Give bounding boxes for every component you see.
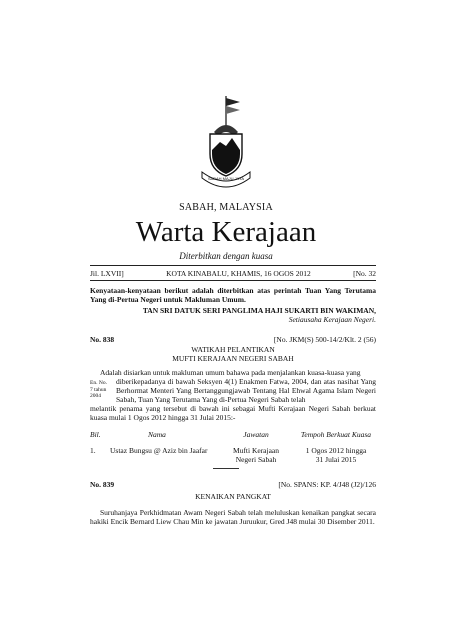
cell-tempoh-line2: 31 Julai 2015 [315, 455, 357, 464]
section-divider [213, 468, 239, 469]
notice-838-header [90, 335, 376, 344]
crest-motto: SABAH MAJU JAYA [207, 176, 245, 181]
notice-reference: [No. JKM(S) 500-14/2/Klt. 2 (56) [273, 335, 376, 344]
cell-bil: 1. [90, 446, 96, 455]
cell-jawatan-line1: Mufti Kerajaan [232, 446, 280, 455]
issue-line [90, 269, 376, 278]
notice-number: No. 839 [90, 480, 115, 489]
publication-notice: Kenyataan-kenyataan berikut adalah diterbitkan atas perintah Tuan Yang Terutama Yang di-Pertua Negeri untuk Makluman Umum. [90, 286, 376, 304]
col-header-jawatan: Jawatan [243, 430, 269, 439]
notice-paragraph: Suruhanjaya Perkhidmatan Awam Negeri Sabah telah meluluskan kenaikan pangkat secara hakiki Encik Bernard Liew Chau Min ke jawatan Juruukur, Gred J48 mulai 30 Disember 2011. [90, 508, 376, 526]
place-date: KOTA KINABALU, KHAMIS, 16 OGOS 2012 [166, 269, 311, 278]
bottom-rule [90, 280, 376, 281]
paragraph-first-line: Adalah disiarkan untuk makluman umum bahawa pada menjalankan kuasa-kuasa yang [100, 368, 361, 377]
cell-tempoh-line1: 1 Ogos 2012 hingga [305, 446, 367, 455]
notice-heading-2: MUFTI KERAJAAN NEGERI SABAH [172, 354, 294, 363]
signatory-title: Setiausaha Kerajaan Negeri. [288, 315, 376, 324]
volume-label: Jil. LXVII] [90, 269, 124, 278]
notice-heading: KENAIKAN PANGKAT [195, 492, 271, 501]
top-rule [90, 265, 376, 266]
paragraph-rest: melantik penama yang tersebut di bawah ini sebagai Mufti Kerajaan Negeri Sabah berkuat kuasa mulai 1 Ogos 2012 hingga 31 Julai 2015:- [90, 404, 376, 422]
gazette-subtitle: Diterbitkan dengan kuasa [179, 251, 273, 261]
notice-839-header [90, 480, 376, 489]
notice-number: No. 838 [90, 335, 115, 344]
margin-note-line: 2004 [90, 393, 101, 399]
notice-reference: [No. SPANS: KP. 4/J48 (J2)/126 [278, 480, 376, 489]
margin-note-line: 7 tahun [90, 386, 107, 393]
signatory-name: TAN SRI DATUK SERI PANGLIMA HAJI SUKARTI BIN WAKIMAN, [142, 306, 376, 315]
notice-heading-1: WATIKAH PELANTIKAN [191, 345, 275, 354]
cell-jawatan-line2: Negeri Sabah [235, 455, 277, 464]
col-header-bil: Bil. [90, 430, 101, 439]
cell-nama: Ustaz Bungsu @ Aziz bin Jaafar [110, 446, 208, 455]
table-header-row [90, 430, 376, 440]
margin-note-line: En. No. [90, 380, 107, 386]
margin-note [90, 380, 112, 400]
gazette-title: Warta Kerajaan [135, 216, 317, 248]
issue-number: [No. 32 [353, 269, 376, 278]
col-header-nama: Nama [148, 430, 166, 439]
col-header-tempoh: Tempoh Berkuat Kuasa [300, 430, 372, 439]
state-name: SABAH, MALAYSIA [179, 202, 273, 213]
paragraph-indented: diberikepadanya di bawah Seksyen 4(1) Enakmen Fatwa, 2004, dan atas nasihat Yang Berhormat Menteri Yang Bertanggungjawab Tentang Hal Ehwal Agama Islam Negeri Sabah, Tuan Yang Terutama Yang di-Pertua Negeri Sabah telah [116, 377, 376, 404]
table-row [90, 446, 376, 466]
